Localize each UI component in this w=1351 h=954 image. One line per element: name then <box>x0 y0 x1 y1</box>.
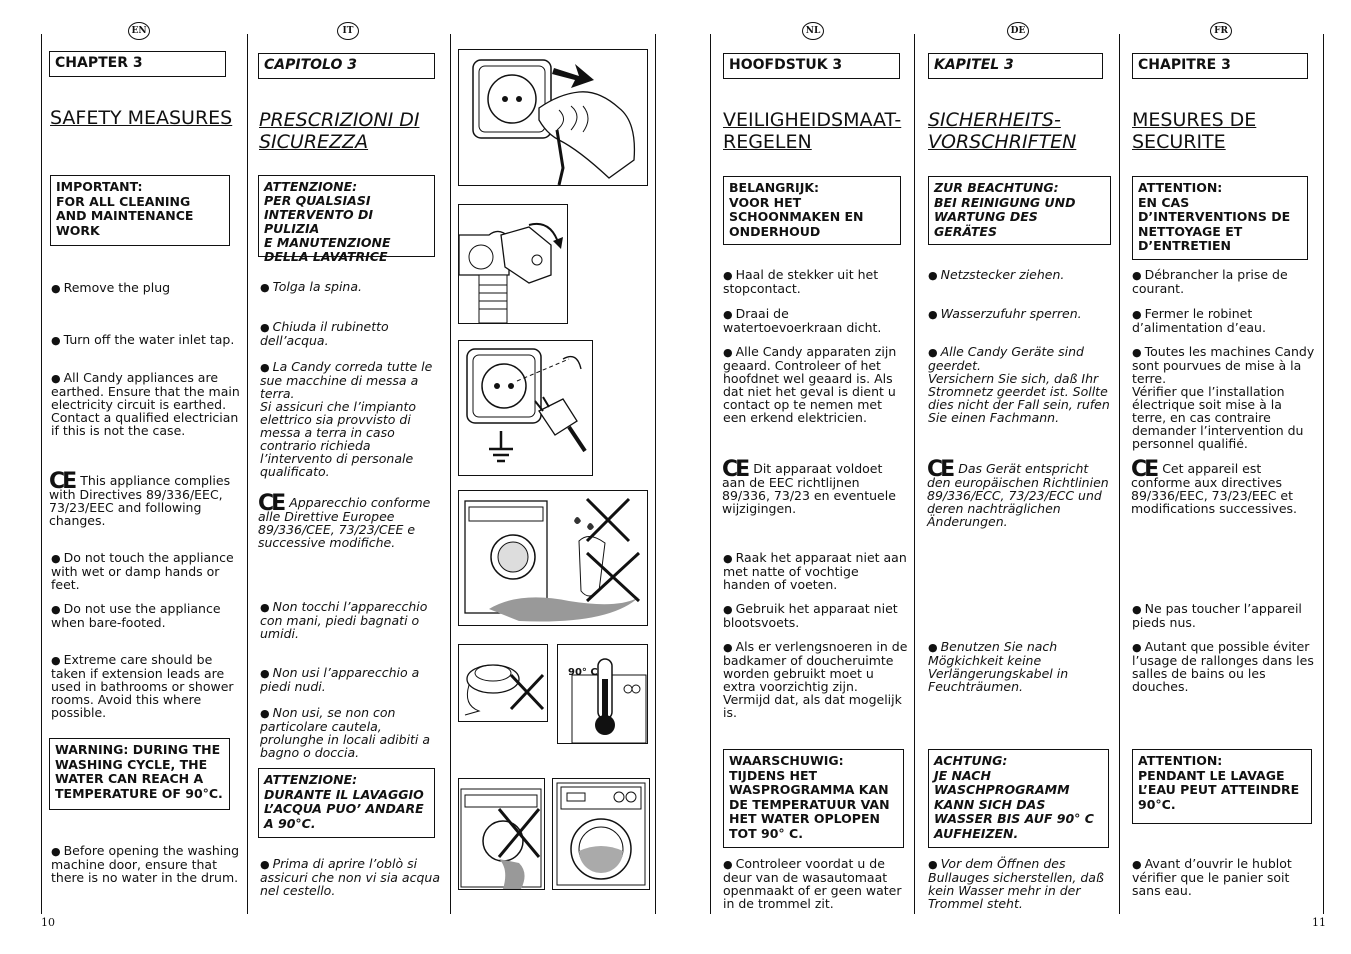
safety-item: ● Débrancher la prise de courant. <box>1132 268 1317 295</box>
safety-item: ● Do not touch the appliance with wet or damp hands or feet. <box>51 551 241 591</box>
section-title: MESURES DE SECURITE <box>1132 109 1257 153</box>
illustration-unplug <box>458 49 648 186</box>
illustration-open-door <box>458 778 545 890</box>
notice-box: ATTENTION: EN CAS D’INTERVENTIONS DE NETTOYAGE ET D’ENTRETIEN <box>1132 176 1308 260</box>
ce-text: Das Gerät entspricht den europäischen Richtlinien 89/336/ECC, 73/23/ECC und deren nachträglichen Änderungen. <box>927 461 1109 529</box>
safety-item: ● Toutes les machines Candy sont pourvues de mise à la terre. Vérifier que l’installation électrique soit mise à la terre, en cas contraire demander l’intervention du personnel qualifié. <box>1132 345 1317 450</box>
section-title: VEILIGHEIDSMAAT- REGELEN <box>723 109 902 153</box>
safety-item: ● Remove the plug <box>51 281 239 295</box>
page-number: 11 <box>1312 916 1326 929</box>
ce-mark-icon: CE <box>49 469 75 494</box>
safety-item: ● Wasserzufuhr sperren. <box>928 307 1113 321</box>
ce-text: This appliance complies with Directives 89/336/EEC, 73/23/EEC and following changes. <box>49 473 231 528</box>
chapter-heading: HOOFDSTUK 3 <box>723 53 900 79</box>
safety-item: ● Prima di aprire l’oblò si assicuri che non vi sia acqua nel cestello. <box>260 857 440 897</box>
page-number: 10 <box>41 916 55 929</box>
language-badge-it: IT <box>337 22 359 40</box>
section-title: SAFETY MEASURES <box>50 107 233 129</box>
earth-plug-icon <box>459 341 592 475</box>
safety-item: ● All Candy appliances are earthed. Ensure that the main electricity circuit is earthed. Contact a qualified electrician if this is not the case. <box>51 371 241 437</box>
ce-compliance <box>258 491 438 550</box>
language-badge-de: DE <box>1007 22 1029 40</box>
wet-hands-warning-icon <box>459 491 647 625</box>
safety-item: ● Tolga la spina. <box>260 280 440 294</box>
water-tap-icon <box>459 205 567 323</box>
ce-compliance <box>49 469 241 528</box>
warning-box: ATTENZIONE: DURANTE IL LAVAGGIO L’ACQUA PUO’ ANDARE A 90°C. <box>258 768 435 838</box>
thermometer-label: 90° C <box>568 667 598 678</box>
chapter-heading: CAPITOLO 3 <box>258 53 435 79</box>
column-rule <box>1323 34 1324 914</box>
safety-item: ● Non tocchi l’apparecchio con mani, piedi bagnati o umidi. <box>260 600 440 640</box>
machine-drum-icon <box>553 779 649 889</box>
safety-item: ● Chiuda il rubinetto dell’acqua. <box>260 320 440 347</box>
safety-item: ● Draai de watertoevoerkraan dicht. <box>723 307 908 334</box>
language-badge-fr: FR <box>1210 22 1232 40</box>
safety-item: ● Benutzen Sie nach Mögkichkeit keine Verlängerungskabel in Feuchträumen. <box>928 640 1113 693</box>
safety-item: ● Vor dem Öffnen des Bullauges sicherstellen, daß kein Wasser mehr in der Trommel steht. <box>928 857 1113 910</box>
column-rule <box>1119 34 1120 914</box>
column-rule <box>655 34 656 914</box>
section-title: PRESCRIZIONI DI SICUREZZA <box>259 109 420 153</box>
safety-item: ● Non usi l’apparecchio a piedi nudi. <box>260 666 440 693</box>
safety-item: ● Non usi, se non con particolare cautela, prolunghe in locali adibiti a bagno o doccia. <box>260 706 440 759</box>
safety-item: ● Before opening the washing machine door, ensure that there is no water in the drum. <box>51 844 241 884</box>
illustration-earthing <box>458 340 593 476</box>
safety-item: ● Als er verlengsnoeren in de badkamer of doucheruimte worden gebruikt moet u extra voorzichtig zijn. Vermijd dat, als dat mogelijk is. <box>723 640 908 719</box>
safety-item: ● Controleer voordat u de deur van de wasautomaat openmaakt of er geen water in de trommel zit. <box>723 857 908 910</box>
column-rule <box>247 34 248 914</box>
ce-compliance <box>722 457 908 516</box>
ce-mark-icon: CE <box>1131 457 1157 482</box>
safety-item: ● La Candy correda tutte le sue macchine di messa a terra. Si assicuri che l’impianto elettrico sia provvisto di messa a terra in caso contrario richieda l’intervento di personale qualificato. <box>260 360 440 478</box>
safety-item: ● Fermer le robinet d’alimentation d’eau. <box>1132 307 1317 334</box>
ce-text: Dit apparaat voldoet aan de EEC richtlijnen 89/336, 73/23 en eventuele wijzigingen. <box>722 461 896 516</box>
chapter-heading: KAPITEL 3 <box>928 53 1103 79</box>
illustration-drum-check <box>552 778 650 890</box>
ce-mark-icon: CE <box>258 491 284 516</box>
safety-item: ● Netzstecker ziehen. <box>928 268 1113 282</box>
illustration-wet-hands <box>458 490 648 626</box>
language-badge-en: EN <box>128 22 150 40</box>
safety-item: ● Turn off the water inlet tap. <box>51 333 239 347</box>
ce-text: Cet appareil est conforme aux directives 89/336/EEC, 73/23/EEC et modifications successives. <box>1131 461 1298 516</box>
section-title: SICHERHEITS- VORSCHRIFTEN <box>928 109 1077 153</box>
illustration-hot-water <box>557 644 648 744</box>
unplug-hand-icon <box>459 50 647 185</box>
column-rule <box>914 34 915 914</box>
safety-item: ● Alle Candy Geräte sind geerdet. Versichern Sie sich, daß Ihr Stromnetz geerdet ist. Sollte dies nicht der Fall sein, rufen Sie einen Fachmann. <box>928 345 1113 424</box>
ce-compliance <box>1131 457 1317 516</box>
safety-item: ● Ne pas toucher l’appareil pieds nus. <box>1132 602 1317 629</box>
safety-item: ● Gebruik het apparaat niet blootsvoets. <box>723 602 908 629</box>
illustration-extension-lead <box>458 644 548 722</box>
notice-box: BELANGRIJK: VOOR HET SCHOONMAKEN EN ONDERHOUD <box>723 176 901 245</box>
safety-item: ● Avant d’ouvrir le hublot vérifier que le panier soit sans eau. <box>1132 857 1317 897</box>
warning-box: ATTENTION: PENDANT LE LAVAGE L’EAU PEUT ATTEINDRE 90°C. <box>1132 749 1312 824</box>
extension-lead-icon <box>459 645 547 721</box>
column-rule <box>710 34 711 914</box>
machine-leaking-icon <box>459 779 544 889</box>
thermometer-icon <box>558 645 647 743</box>
safety-item: ● Haal de stekker uit het stopcontact. <box>723 268 908 295</box>
notice-box: ATTENZIONE: PER QUALSIASI INTERVENTO DI PULIZIA E MANUTENZIONE DELLA LAVATRICE <box>258 175 435 257</box>
chapter-heading: CHAPITRE 3 <box>1132 53 1308 79</box>
column-rule <box>41 34 42 914</box>
warning-box: ACHTUNG: JE NACH WASCHPROGRAMM KANN SICH DAS WASSER BIS AUF 90° C AUFHEIZEN. <box>928 749 1109 848</box>
safety-item: ● Raak het apparaat niet aan met natte of vochtige handen of voeten. <box>723 551 908 591</box>
column-rule <box>450 34 451 914</box>
illustration-water-tap <box>458 204 568 324</box>
language-badge-nl: NL <box>802 22 824 40</box>
ce-compliance <box>927 457 1113 529</box>
safety-item: ● Alle Candy apparaten zijn geaard. Controleer of het hoofdnet wel geaard is. Als dat niet het geval is dient u contact op te nemen met een erkend elektricien. <box>723 345 908 424</box>
safety-item: ● Autant que possible éviter l’usage de rallonges dans les salles de bains ou les douches. <box>1132 640 1317 693</box>
safety-item: ● Extreme care should be taken if extension leads are used in bathrooms or shower rooms. Avoid this where possible. <box>51 653 241 719</box>
ce-mark-icon: CE <box>722 457 748 482</box>
notice-box: IMPORTANT: FOR ALL CLEANING AND MAINTENANCE WORK <box>50 175 230 246</box>
ce-mark-icon: CE <box>927 457 953 482</box>
notice-box: ZUR BEACHTUNG: BEI REINIGUNG UND WARTUNG DES GERÄTES <box>928 176 1111 245</box>
warning-box: WARNING: DURING THE WASHING CYCLE, THE WATER CAN REACH A TEMPERATURE OF 90°C. <box>49 738 230 810</box>
safety-item: ● Do not use the appliance when bare-footed. <box>51 602 239 629</box>
warning-box: WAARSCHUWIG: TIJDENS HET WASPROGRAMMA KAN DE TEMPERATUUR VAN HET WATER OPLOPEN TOT 90° C. <box>723 749 904 848</box>
ce-text: Apparecchio conforme alle Direttive Europee 89/336/CEE, 73/23/CEE e successive modifiche. <box>258 495 431 550</box>
chapter-heading: CHAPTER 3 <box>49 51 226 77</box>
